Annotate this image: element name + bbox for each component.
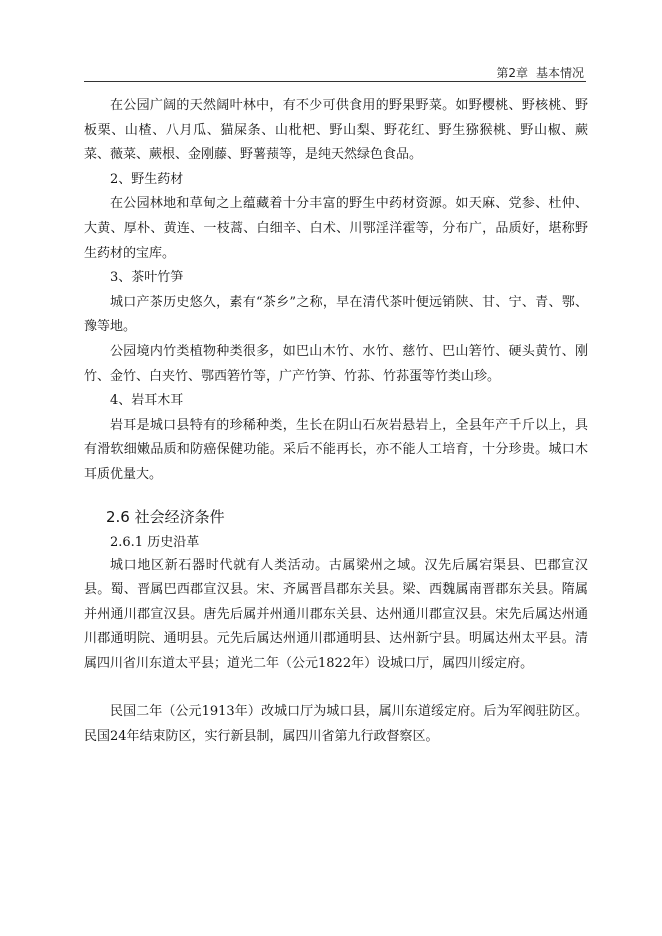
- item-3-text-tea: 城口产茶历史悠久，素有“茶乡”之称，早在清代茶叶便远销陕、甘、宁、青、鄂、豫等地。: [84, 294, 588, 335]
- item-4-title: 4、岩耳木耳: [110, 393, 184, 409]
- history-paragraph-1: 城口地区新石器时代就有人类活动。古属梁州之域。汉先后属宕渠县、巴郡宣汉县。蜀、晋属巴西郡宣汉县。宋、齐属晋昌郡东关县。梁、西魏属南晋郡东关县。隋属并州通川郡宣汉县。唐先后属并州通川郡东关县、达州通川郡宣汉县。宋先后属达州通川郡通明院、通明县。元先后属达州通川郡通明县、达州新宁县。明属达州太平县。清属四川省川东道太平县；道光二年（公元1822年）设城口厅，属四川绥定府。: [84, 557, 588, 671]
- section-2-6-1-heading: 2.6.1 历史沿革: [110, 534, 200, 550]
- page-header: [496, 64, 584, 81]
- page-body: [84, 94, 588, 750]
- section-2-6-heading: 2.6 社会经济条件: [106, 507, 225, 526]
- item-3-text-bamboo: 公园境内竹类植物种类很多，如巴山木竹、水竹、慈竹、巴山箬竹、硬头黄竹、刚竹、金竹、白夹竹、鄂西箬竹等，广产竹笋、竹荪、竹荪蛋等竹类山珍。: [84, 343, 588, 384]
- item-2-text: 在公园林地和草甸之上蕴藏着十分丰富的野生中药材资源。如天麻、党参、杜仲、大黄、厚朴、黄连、一枝蒿、白细辛、白术、川鄂淫洋霍等，分布广，品质好，堪称野生药材的宝库。: [84, 196, 588, 261]
- item-4-text: 岩耳是城口县特有的珍稀种类，生长在阴山石灰岩悬岩上，全县年产千斤以上，具有滑软细嫩品质和防癌保健功能。采后不能再长，亦不能人工培育，十分珍贵。城口木耳质优量大。: [84, 417, 588, 482]
- item-3-title: 3、茶叶竹笋: [110, 270, 184, 286]
- header-divider: [84, 81, 586, 82]
- wild-vegetables-paragraph: 在公园广阔的天然阔叶林中，有不少可供食用的野果野菜。如野樱桃、野核桃、野板栗、山楂、八月瓜、猫屎条、山枇杷、野山梨、野花红、野生猕猴桃、野山椒、蕨菜、薇菜、蕨根、金刚藤、野薯蓣等，是纯天然绿色食品。: [84, 98, 588, 163]
- chapter-number: 第2章: [496, 66, 528, 80]
- chapter-title: 基本情况: [535, 66, 584, 80]
- history-paragraph-2: 民国二年（公元1913年）改城口厅为城口县，属川东道绥定府。后为军阀驻防区。民国24年结束防区，实行新县制，属四川省第九行政督察区。: [84, 704, 588, 745]
- item-2-title: 2、野生药材: [110, 171, 184, 187]
